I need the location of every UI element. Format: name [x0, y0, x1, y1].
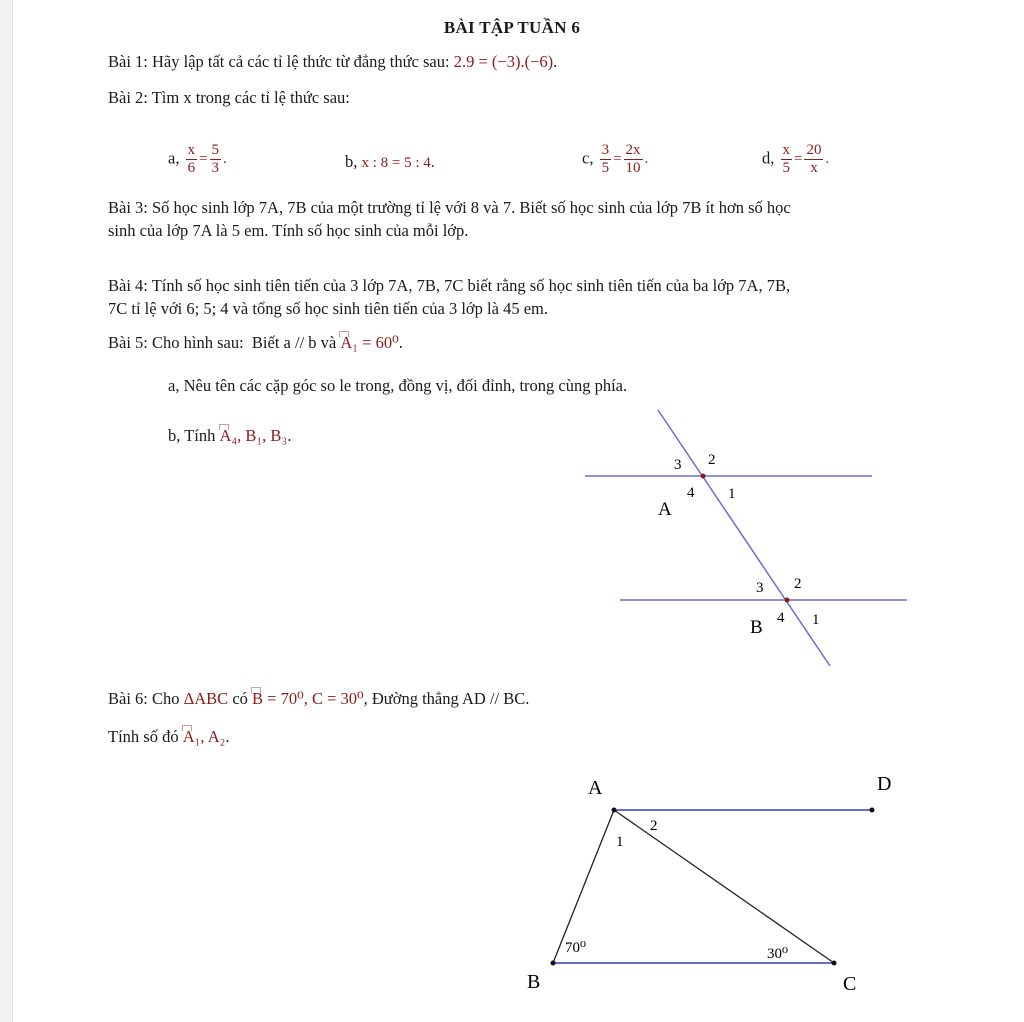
angle-a1-value: = 60⁰: [362, 333, 399, 352]
exercise-6-text-2: có: [232, 689, 248, 708]
fraction: $\frac{x}{5}$: [782, 142, 790, 176]
fraction: $\frac{20}{x}$: [806, 142, 822, 176]
exercise-2-text: Tìm x trong các tỉ lệ thức sau:: [151, 88, 350, 107]
angle-label-a1: 1: [728, 486, 736, 502]
angle-label-b3: 3: [756, 580, 764, 596]
exercise-5b-text: b, Tính: [168, 426, 216, 445]
exercise-5a: a, Nêu tên các cặp góc so le trong, đồng vị, đối đỉnh, trong cùng phía.: [168, 376, 628, 395]
point-d: [870, 808, 875, 813]
exercise-2b: b, x : 8 = 5 : 4.: [345, 152, 435, 171]
angle-a1: A₁: [340, 333, 359, 352]
angle-label-a1: 1: [616, 834, 624, 850]
angle-label-a2: 2: [708, 452, 716, 468]
given-angles: B = 70⁰, C = 30⁰: [252, 689, 364, 708]
exercise-6-text-3: , Đường thẳng AD // BC.: [363, 689, 530, 708]
angle-label-b: 70⁰: [565, 940, 587, 956]
exercise-3-line-1: Bài 3: Số học sinh lớp 7A, 7B của một trường tỉ lệ với 8 và 7. Biết số học sinh của lớp 7B ít hơn số học: [108, 198, 791, 217]
fraction: $\frac{2x}{10}$: [625, 142, 641, 176]
vertex-b: [551, 961, 556, 966]
angle-label-c: 30⁰: [767, 946, 789, 962]
exercise-5-given: Biết a // b và: [251, 333, 337, 352]
angles-a1-a2: A₁, A₂: [182, 727, 226, 746]
fraction: $\frac{x}{6}$: [187, 142, 196, 176]
label-a: A: [588, 777, 603, 799]
angle-label-b1: 1: [812, 612, 820, 628]
angle-label-b2: 2: [794, 576, 802, 592]
item-label: b,: [345, 152, 358, 171]
exercise-4-line-2: 7C tỉ lệ với 6; 5; 4 và tổng số học sinh tiên tiến của 3 lớp là 45 em.: [108, 299, 548, 318]
exercise-6-question: Tính số đó: [108, 727, 179, 746]
exercise-3-line-2: sinh của lớp 7A là 5 em. Tính số học sinh của mỗi lớp.: [108, 221, 469, 240]
label-c: C: [843, 973, 857, 995]
exercise-2d: d, $\frac{x}{5}$ = $\frac{20}{x}$ .: [762, 142, 830, 176]
exercise-1-math: 2.9 = (−3).(−6): [453, 52, 554, 71]
exercise-2-label: Bài 2:: [108, 88, 148, 107]
vertex-c: [832, 961, 837, 966]
angles-to-compute: A₄, B₁, B₃: [219, 426, 288, 445]
exercise-6-end: .: [225, 727, 230, 746]
exercise-1-text: Hãy lập tất cả các tỉ lệ thức từ đẳng thức sau:: [152, 52, 450, 71]
angle-label-a4: 4: [687, 485, 695, 501]
exercise-1-end: .: [553, 52, 558, 71]
label-b: B: [527, 971, 541, 993]
point-label-a: A: [658, 499, 672, 520]
fraction: $\frac{3}{5}$: [601, 142, 610, 176]
item-label: a,: [168, 148, 180, 168]
item-label: c,: [582, 148, 594, 168]
exercise-4-line-1: Bài 4: Tính số học sinh tiên tiến của 3 lớp 7A, 7B, 7C biết rằng số học sinh tiên tiến của ba lớp 7A, 7B,: [108, 276, 791, 295]
angle-label-a2: 2: [650, 818, 658, 834]
exercise-2a: a, $\frac{x}{6}$ = $\frac{5}{3}$ .: [168, 142, 227, 176]
exercise-5b-end: .: [287, 426, 292, 445]
exercise-2c: c, $\frac{3}{5}$ = $\frac{2x}{10}$ .: [582, 142, 649, 176]
exercise-6-text: Cho: [152, 689, 180, 708]
page-title: BÀI TẬP TUẦN 6: [443, 18, 581, 37]
exercise-1-label: Bài 1:: [108, 52, 148, 71]
triangle: ΔABC: [183, 689, 229, 708]
vertex-a: [612, 808, 617, 813]
angle-label-b4: 4: [777, 610, 785, 626]
item-label: d,: [762, 148, 775, 168]
label-d: D: [877, 773, 892, 795]
fraction: $\frac{5}{3}$: [211, 142, 220, 176]
exercise-5-end: .: [398, 333, 403, 352]
ratio-expression: x : 8 = 5 : 4: [361, 155, 431, 171]
angle-label-a3: 3: [674, 457, 682, 473]
point-label-b: B: [750, 617, 763, 638]
exercise-5-text: Cho hình sau:: [152, 333, 244, 352]
segment-ac: [614, 810, 834, 963]
exercise-6-label: Bài 6:: [108, 689, 148, 708]
exercise-5-label: Bài 5:: [108, 333, 148, 352]
